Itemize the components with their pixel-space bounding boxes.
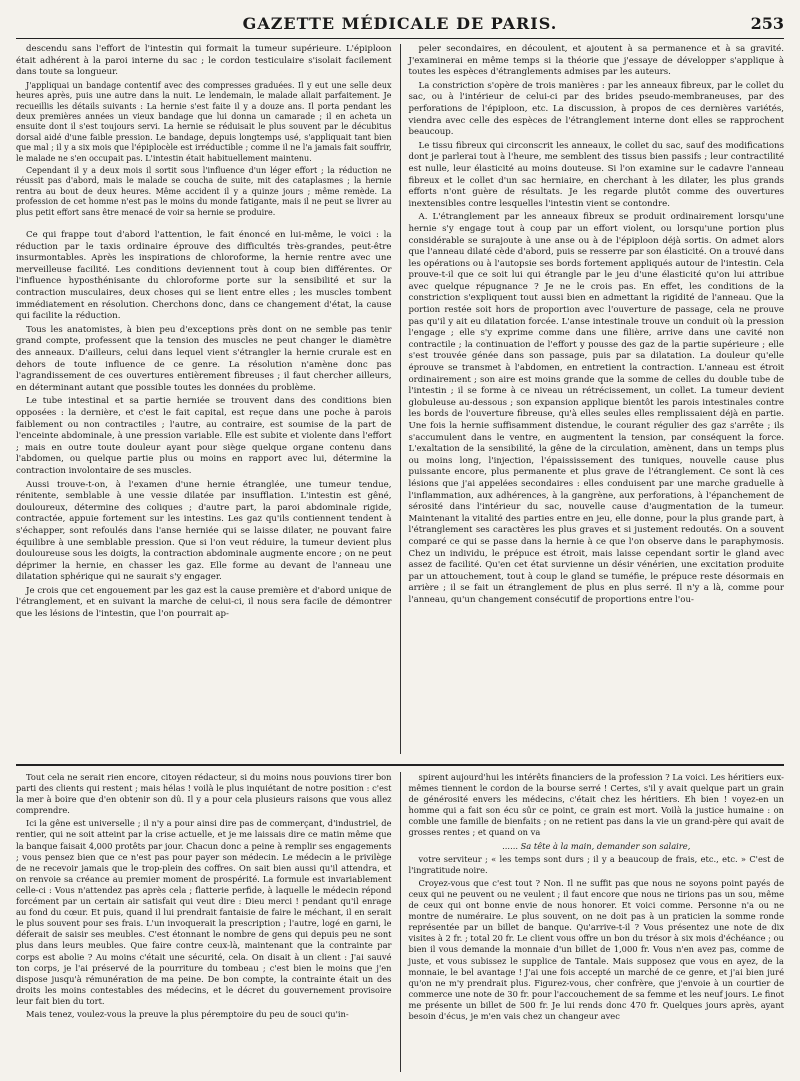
paragraph: La constriction s'opère de trois manières : par les anneaux fibreux, par le collet du sac, ou à l'intérieur de celui-ci par des brides pseudo-membraneuses, par des perforations de l'épiploon, etc. La discussion, à propos de ces dernières variétés, viendra avec celle des espèces de l'étranglement interne dont elles se rapprochent beaucoup. [408,80,784,138]
quotation: ...... Sa tête à la main, demander son salaire, [502,840,691,851]
page-number: 253 [750,14,784,33]
paragraph: Aussi trouve-t-on, à l'examen d'une hernie étranglée, une tumeur tendue, rénitente, semblable à une vessie dilatée par insufflation. L'intestin est gêné, douloureux, détermine des coliques ; d'autre part, la paroi abdominale rigide, contractée, appuie fortement sur les intestins. Les gaz qu'ils contiennent tendent à s'échapper, sont refoulés dans l'anse herniée qui se laisse dilater, ne pouvant faire équilibre à une semblable pression. Que si l'on veut réduire, la tumeur devient plus douloureuse sous les doigts, la contraction abdominale augmente encore ; on ne peut déprimer la hernie, en chasser les gaz. Elle forme au devant de l'anneau une dilatation sphérique qui ne saurait s'y engager. [16,479,392,583]
article-right-column [400,44,785,754]
feuilleton-section [16,772,784,1072]
page-header [16,12,784,39]
paragraph: Mais tenez, voulez-vous la preuve la plus péremptoire du peu de souci qu'in- [26,1008,349,1019]
paragraph: Ce qui frappe tout d'abord l'attention, le fait énoncé en lui-même, le voici : la réduction par le taxis ordinaire éprouve des difficultés très-grandes, peut-être insurmontables. Après les inspirations de chloroforme, la hernie rentre avec une merveilleuse facilité. Les conditions deviennent tout à coup bien différentes. Or l'influence hyposthénisante du chloroforme porte sur la sensibilité et sur la contraction musculaires, deux choses qui se lient entre elles ; les muscles tombent immédiatement en résolution. Cherchons donc, dans ce changement d'état, la cause qui facilite la réduction. [16,230,392,322]
paragraph: Tout cela ne serait rien encore, citoyen rédacteur, si du moins nous pouvions tirer bon parti des clients qui restent ; mais hélas ! voilà le plus inquiétant de notre position : c'est la mer à boire que d'en obtenir son dû. Il y a pour cela plusieurs raisons que vous allez comprendre. [16,772,392,816]
feuilleton-divider [16,764,784,766]
article-left-column [16,44,400,754]
paragraph: A. L'étranglement par les anneaux fibreux se produit ordinairement lorsqu'une hernie s'y engage tout à coup par un effort violent, ou lorsqu'une portion plus considérable se surajoute à une anse ou à de l'épiploon déjà sortis. On admet alors que l'anneau dilaté cède d'abord, puis se resserre par son élasticité. On a trouvé dans les opérations ou à l'autopsie ses bords fortement appliqués autour de l'intestin. Cela prouve-t-il que ce soit lui qui étrangle par le jeu d'une élasticité qu'on lui attribue avec quelque répugnance ? Je ne le crois pas. En effet, les conditions de la constriction s'expliquent tout aussi bien en admettant la rigidité de l'anneau. Que la portion restée soit hors de proportion avec l'ouverture de passage, cela ne prouve pas qu'il y ait eu dilatation forcée. L'anse intestinale trouve un conduit où la pression l'engage ; elle s'y exprime comme dans une filière, arrive dans une cavité non contractile ; la continuation de l'effort y pousse des gaz de la partie supérieure ; elle s'est trouvée génée dans son passage, puis par sa dilatation. La douleur qu'elle éprouve se transmet à l'abdomen, en entretient la contraction. L'anneau est étroit ordinairement ; son aire est moins grande que la somme de celles du double tube de l'intestin ; il se forme à ce niveau un rétrécissement, un collet. La tumeur devient globuleuse au-dessous ; son expansion applique bientôt les parois intestinales contre les bords de l'ouverture fibreuse, qu'à elles seules elles remplissaient déjà en partie. Une fois la hernie suffisamment distendue, le courant régulier des gaz s'arrête ; ils s'accumulent dans le ventre, en augmentent la tension, par conséquent la force. L'exaltation de la sensibilité, la gêne de la circulation, amènent, dans un temps plus ou moins long, l'injection, l'épaississement des tuniques, nouvelle cause plus puissante encore, plus permanente et plus grave de l'étranglement. Ce sont là ces lésions que j'ai appelées secondaires : elles conduisent par une marche graduelle à l'inflammation, aux adhérences, à la gangrène, aux perforations, à l'épanchement de sérosité dans l'intérieur du sac, nouvelle cause d'augmentation de la tumeur. Maintenant la vitalité des parties entre en jeu, elle donne, pour la plus grande part, à l'étranglement ses caractères les plus graves et si justement redoutés. On a souvent comparé ce qui se passe dans la hernie à ce que l'on observe dans le paraphymosis. Chez un individu, le prépuce est étroit, mais laisse cependant sortir le gland avec assez de facilité. Qu'en cet état survienne un désir vénérien, une excitation produite par un attouchement, tout à coup le gland se tuméfie, le prépuce reste désormais en arrière ; il se fait un étranglement de plus en plus serré. Il n'y a là, comme pour l'anneau, qu'un changement consécutif de proportions entre l'ou- [408,212,784,605]
feuilleton-left-column [16,772,400,1072]
paragraph: Croyez-vous que c'est tout ? Non. Il ne suffit pas que nous ne soyons point payés de ceux qui ne peuvent ou ne veulent ; il faut encore que nous ne tirions pas un sou, même de ceux qui ont bonne envie de nous honorer. Et voici comme. Personne n'a ou ne montre de numéraire. Le plus souvent, on ne doit pas à un praticien la somme ronde représentée par un billet de banque. Qu'arrive-t-il ? Vous présentez une note de dix visites à 2 fr. ; total 20 fr. Le client vous offre un bon du trésor à six mois d'échéance ; ou bien il vous demande la monnaie d'un billet de 1,000 fr. Vous n'en avez pas, comme de juste, et vous subissez le supplice de Tantale. Mais supposez que vous en ayez, de la monnaie, le bel avantage ! J'ai une fois accepté un marché de ce genre, et j'ai bien juré qu'on ne m'y prendrait plus. Figurez-vous, cher confrère, que j'envoie à un courtier de commerce une note de 30 fr. pour l'accouchement de sa femme et les neuf jours. Le finot me présente un billet de 500 fr. Je lui rends donc 470 fr. Quelques jours après, ayant besoin d'écus, je m'en vais chez un changeur avec [408,877,784,1021]
paragraph: Le tube intestinal et sa partie herniée se trouvent dans des conditions bien opposées : la dernière, et c'est le fait capital, est reçue dans une poche à parois faiblement ou non contractiles ; l'autre, au contraire, est soumise de la part de l'enceinte abdominale, à une pression variable. Elle est subite et violente dans l'effort ; mais en outre toute douleur ayant pour siège quelque organe contenu dans l'abdomen, ou quelque partie plus ou moins en rapport avec lui, détermine la contraction involontaire de ses muscles. [16,396,392,476]
journal-title: GAZETTE MÉDICALE DE PARIS. [242,14,558,33]
paragraph: spirent aujourd'hui les intérêts financiers de la profession ? La voici. Les héritiers eux-mêmes tiennent le cordon de la bourse serré ! Certes, s'il y avait quelque part un grain de générosité envers les médecins, c'était chez les héritiers. Eh bien ! voyez-en un homme qui a fait son écu sûr ce point, ce grain est mort. Voilà la justice humaine : on comble une famille de bienfaits ; on ne retient pas dans la vie un grand-père qui avait de grosses rentes ; et quand on va [408,772,784,838]
paragraph: Ici la gêne est universelle ; il n'y a pour ainsi dire pas de commerçant, d'industriel, de rentier, qui ne soit atteint par la crise actuelle, et je me laissais dire ce matin même que la banque faisait 4,000 protêts par jour. Chacun donc a peine à remplir ses engagements ; vous pensez bien que ce n'est pas pour payer son médecin. Le médecin a le privilège de ne recevoir jamais que le trop-plein des coffres. On sait bien aussi qu'il attendra, et on renvoie sa créance au premier moment de prospérité. La formule est invariablement celle-ci : Vous n'attendez pas après cela ; flatterie perfide, à laquelle le médecin répond forcément par un certain air satisfait qui veut dire : Dieu merci ! pendant qu'il enrage au fond du cœur. Et puis, quand il lui prendrait fantaisie de faire le méchant, il en serait le plus souvent pour ses frais. L'un invoquerait la prescription ; l'autre, logé en garni, le déferait de saisir ses meubles. C'est étonnant le nombre de gens qui depuis peu ne sont plus dans leurs meubles. Que faire contre ceux-là, maintenant que la contrainte par corps est abolie ? Au moins c'était une sécurité, cela. On disait à un client : J'ai sauvé ton corps, je l'ai préservé de la pourriture du tombeau ; c'est bien le moins que j'en dispose jusqu'à rémunération de ma peine. De bon compte, la contrainte était un des droits les moins contestables des médecins, et le décret du gouvernement provisoire leur fait bien du tort. [16,818,392,1006]
paragraph: descendu sans l'effort de l'intestin qui formait la tumeur supérieure. L'épiploon était adhérent à la paroi interne du sac ; le cordon testiculaire s'isolait facilement dans toute sa longueur. [16,44,392,78]
paragraph: J'appliquai un bandage contentif avec des compresses graduées. Il y eut une selle deux heures après, puis une autre dans la nuit. Le lendemain, le malade allait parfaitement. Je recueillis les détails suivants : La hernie s'est faite il y a douze ans. Il porta pendant les deux premières années un vieux bandage que lui donna un camarade ; il en acheta un ensuite dont il s'est toujours servi. La hernie se réduisait le plus souvent par le décubitus dorsal aidé d'une faible pression. Le bandage, depuis longtemps usé, s'appliquait tant bien que mal ; il y a six mois que l'épiplocèle est irréductible ; comme il ne l'a jamais fait souffrir, le malade ne s'en occupait pas. L'intestin était habituellement maintenu. [16,80,392,163]
paragraph: Cependant il y a deux mois il sortit sous l'influence d'un léger effort ; la réduction ne réussit pas d'abord, mais le malade se coucha de suite, mit des cataplasmes ; la hernie rentra au bout de deux heures. Même accident il y a quinze jours ; même remède. La profession de cet homme n'est pas le moins du monde fatigante, mais il ne peut se livrer au plus petit effort sans être menacé de voir sa hernie se produire. [16,166,392,217]
paragraph: Le tissu fibreux qui circonscrit les anneaux, le collet du sac, sauf des modifications dont je parlerai tout à l'heure, me semblent des tissus bien passifs ; leur contractilité est nulle, leur élasticité au moins douteuse. Si l'on examine sur le cadavre l'anneau fibreux et le collet d'un sac herniaire, en cherchant à les dilater, les plus grands efforts n'ont guère de résultats. Je les regarde plutôt comme des ouvertures inextensibles contre lesquelles l'intestin vient se contondre. [408,140,784,209]
article-body [16,44,784,754]
paragraph: peler secondaires, en découlent, et ajoutent à sa permanence et à sa gravité. J'examinerai en même temps si la théorie que j'essaye de développer s'applique à toutes les espèces d'étranglements admises par les auteurs. [408,44,784,78]
paragraph: Tous les anatomistes, à bien peu d'exceptions près dont on ne semble pas tenir grand compte, professent que la tension des muscles ne peut changer le diamètre des anneaux. D'ailleurs, celui dans lequel vient s'étrangler la hernie crurale est en dehors de toute influence de ce genre. La résolution n'amène donc pas l'agrandissement de ces ouvertures entièrement fibreuses ; il faut chercher ailleurs, en déterminant autant que possible toutes les données du problème. [16,324,392,393]
feuilleton-right-column [400,772,785,1072]
paragraph: votre serviteur ; « les temps sont durs ; il y a beaucoup de frais, etc., etc. » C'est de l'ingratitude noire. [408,853,784,875]
paragraph: Je crois que cet engouement par les gaz est la cause première et d'abord unique de l'étranglement, et en suivant la marche de celui-ci, il nous sera facile de démontrer que les lésions de l'intestin, que l'on pourrait ap- [16,585,392,620]
